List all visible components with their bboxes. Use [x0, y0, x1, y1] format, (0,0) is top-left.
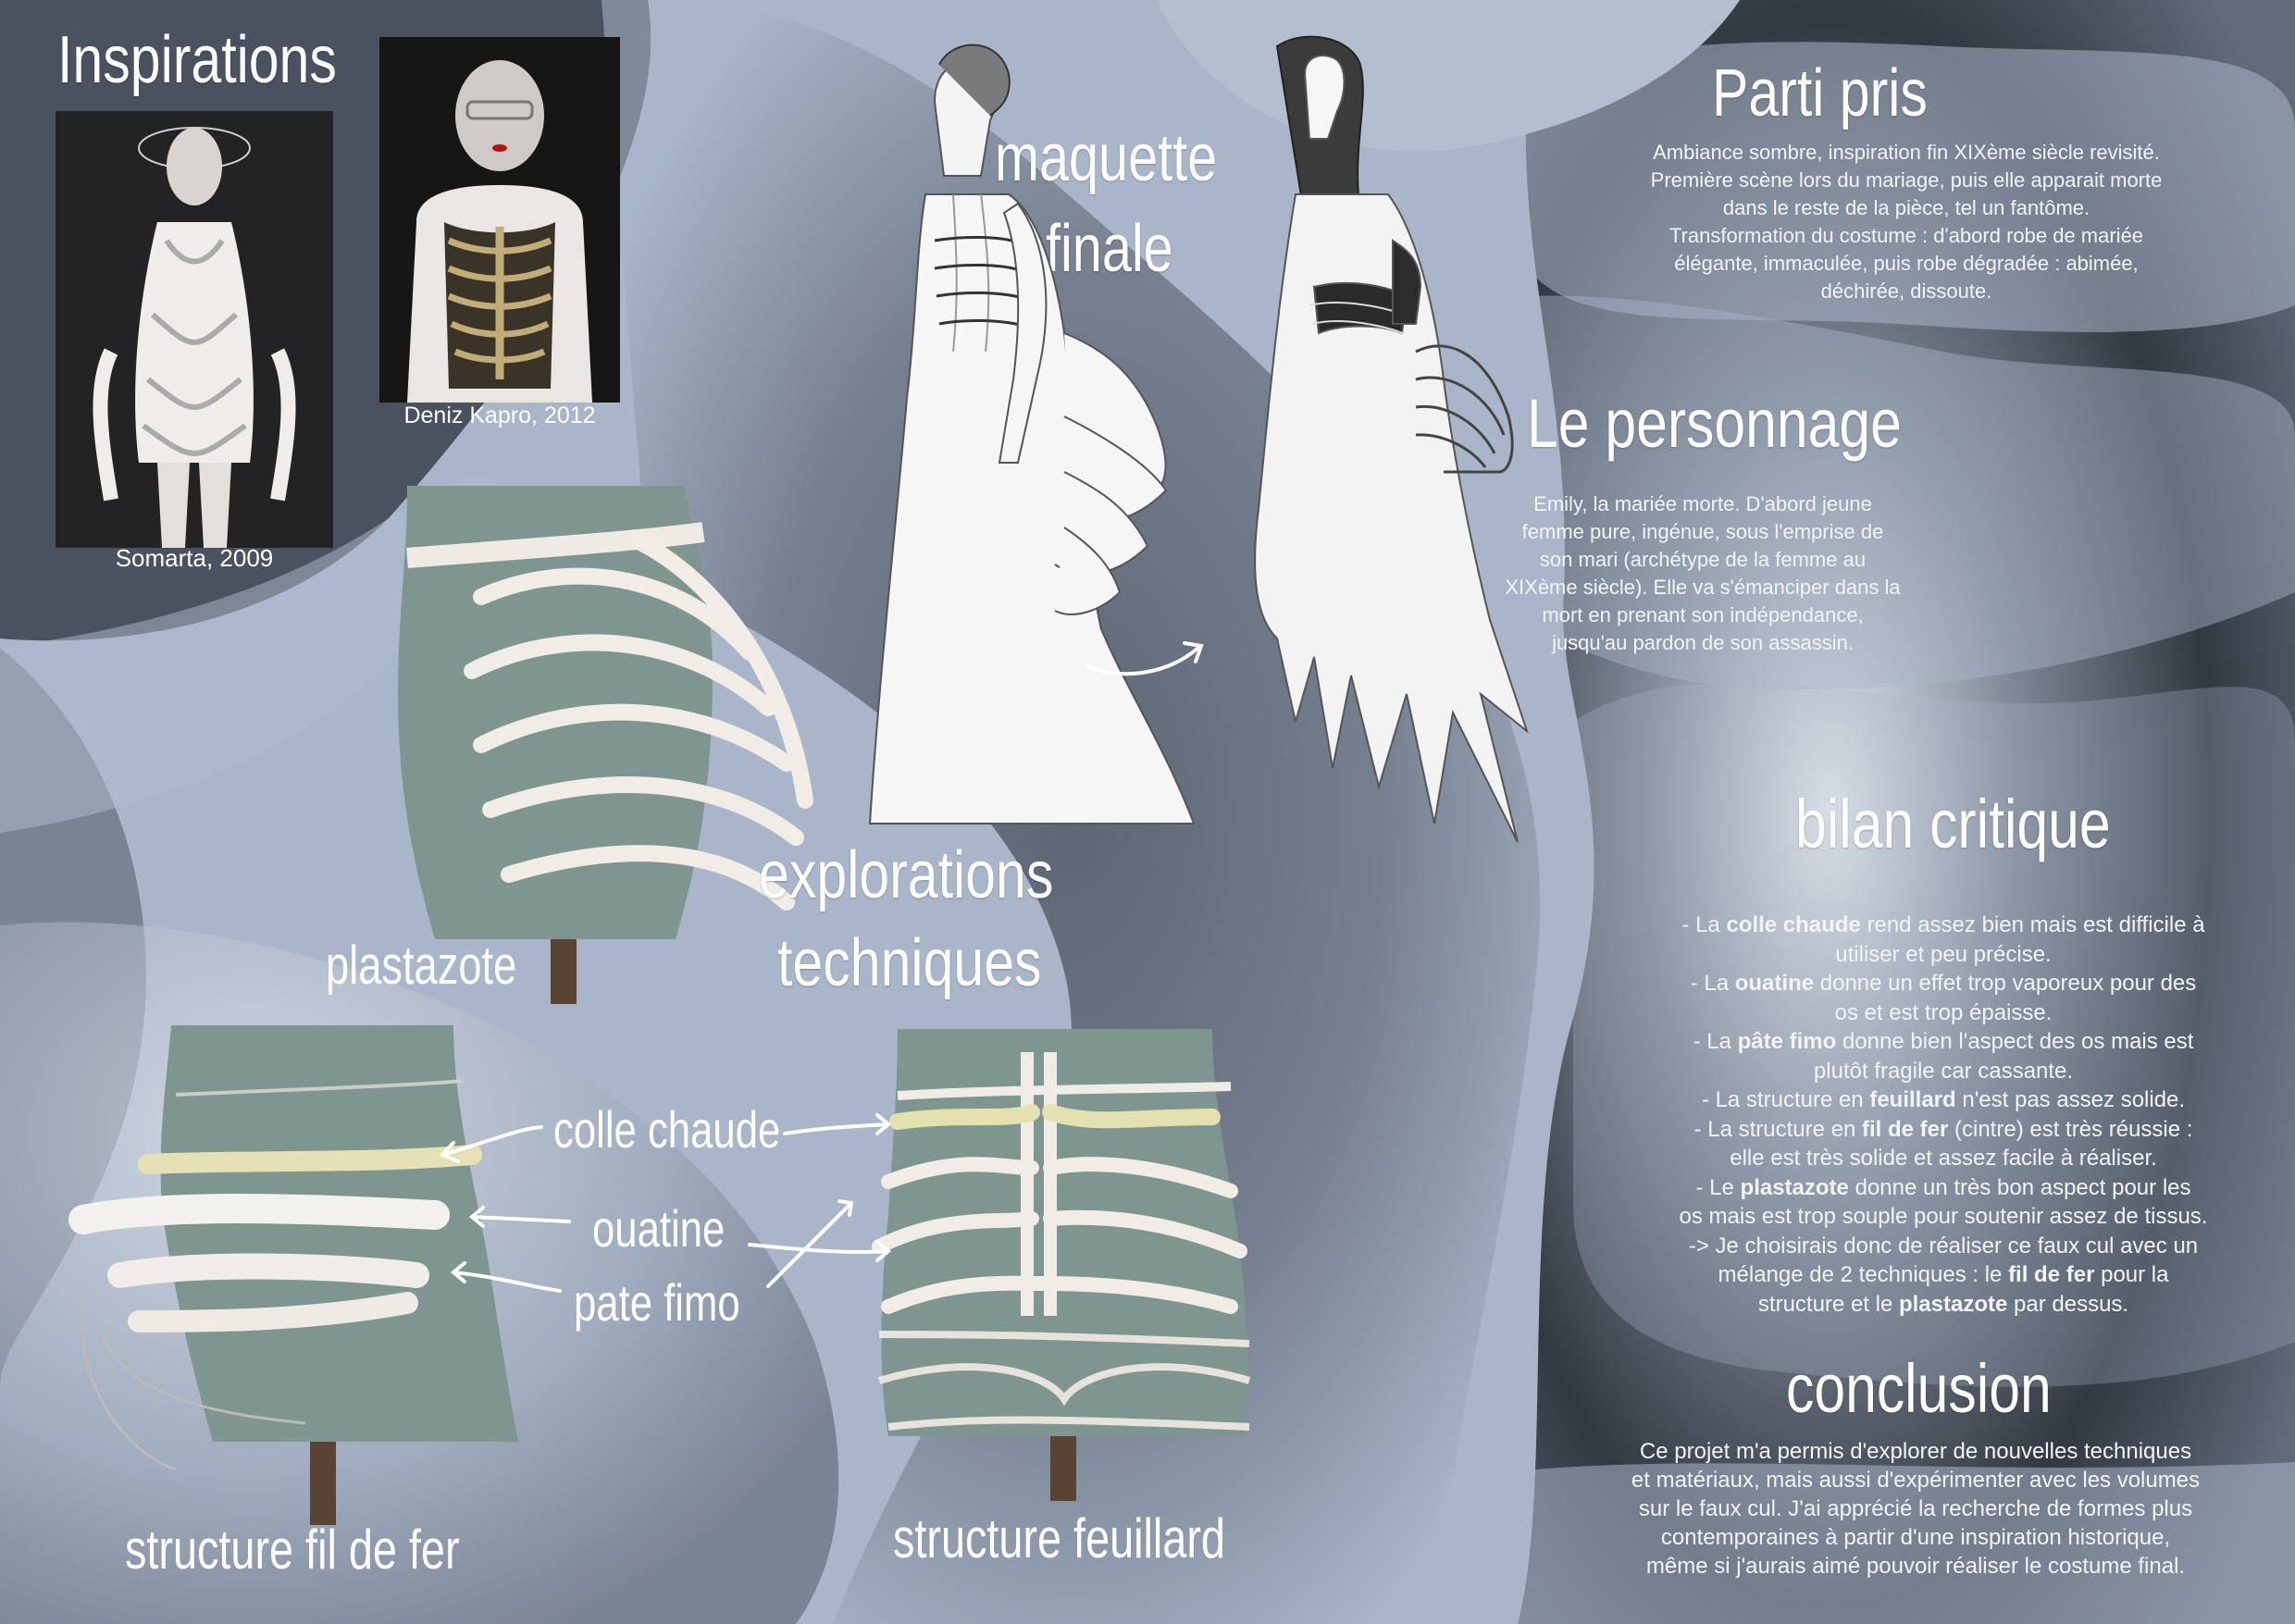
explorations-title-line2: techniques [777, 926, 1042, 1000]
deniz-kapro-caption: Deniz Kapro, 2012 [403, 403, 596, 428]
conclusion-title: conclusion [1786, 1350, 2052, 1427]
bilan-item: - Le plastazote donne un très bon aspect pour les os mais est trop souple pour soutenir assez de tissus. [1679, 1174, 2208, 1229]
personnage-text: Emily, la mariée morte. D'abord jeune femme pure, ingénue, sous l'emprise de son mari (archétype de la femme au XIXème siècle). Elle va s'émanciper dans la mort en prenant son indépendance, jusqu'au pardon de son assassin. [1505, 492, 1901, 654]
feuillard-label: structure feuillard [893, 1507, 1225, 1569]
feuillard-mannequin-icon [861, 1029, 1268, 1501]
inspiration-photo-somarta [56, 111, 333, 548]
plastazote-label: plastazote [326, 936, 517, 996]
parti-pris-text: Ambiance sombre, inspiration fin XIXème siècle revisité. Première scène lors du mariage, puis elle apparait morte dans le reste de la pièce, tel un fantôme. Transformation du costume : d'abord robe de mariée élégante, immaculée, puis robe dégradée : abimée, déchirée, dissoute. [1650, 141, 2163, 303]
parti-pris-title: Parti pris [1712, 56, 1928, 130]
pate-fimo-label: pate fimo [574, 1273, 740, 1332]
ouatine-label: ouatine [592, 1199, 726, 1258]
inspiration-photo-deniz-kapro [379, 37, 620, 403]
inspirations-title: Inspirations [57, 23, 337, 97]
bilan-item: - La pâte fimo donne bien l'aspect des os mais est plutôt fragile car cassante. [1693, 1029, 2194, 1084]
transition-arrow-icon [1083, 629, 1212, 685]
feuillard-photo [861, 1029, 1268, 1501]
explorations-title-line1: explorations [759, 838, 1054, 912]
personnage-title: Le personnage [1527, 385, 1902, 462]
conclusion-text: Ce projet m'a permis d'explorer de nouvelles techniques et matériaux, mais aussi d'expérimenter avec les volumes sur le faux cul. J'ai apprécié la recherche de formes plus contemporaines à partir d'une inspiration historique, même si j'aurais aimé pouvoir réaliser le costume final. [1631, 1439, 2201, 1579]
bilan-item: - La colle chaude rend assez bien mais est difficile à utiliser et peu précise. [1681, 912, 2205, 967]
bilan-final: -> Je choisirais donc de réaliser ce faux cul avec un mélange de 2 techniques : le fil de fer pour la structure et le plastazote par dessus. [1688, 1233, 2199, 1317]
fil-de-fer-label: structure fil de fer [125, 1519, 460, 1581]
maquette-title-line1: maquette [995, 121, 1218, 195]
maquette-title-line2: finale [1046, 212, 1173, 286]
plastazote-photo [361, 486, 842, 1004]
sketch-wedding-dress-icon [851, 28, 1203, 842]
bilan-item: - La structure en fil de fer (cintre) est très réussie : elle est très solide et assez facile à réaliser. [1693, 1116, 2193, 1171]
bilan-title: bilan critique [1795, 786, 2111, 862]
model-white-bone-dress-icon [56, 111, 333, 548]
plastazote-mannequin-icon [361, 486, 842, 1004]
somarta-caption: Somarta, 2009 [115, 544, 274, 572]
bilan-item: - La ouatine donne un effet trop vaporeux pour des os et est trop épaisse. [1690, 971, 2197, 1025]
bilan-item: - La structure en feuillard n'est pas assez solide. [1701, 1087, 2186, 1112]
model-ribcage-top-icon [379, 37, 620, 403]
colle-chaude-label: colle chaude [553, 1100, 781, 1159]
bilan-text [1610, 911, 2276, 1319]
material-arrows-icon [426, 1092, 907, 1333]
